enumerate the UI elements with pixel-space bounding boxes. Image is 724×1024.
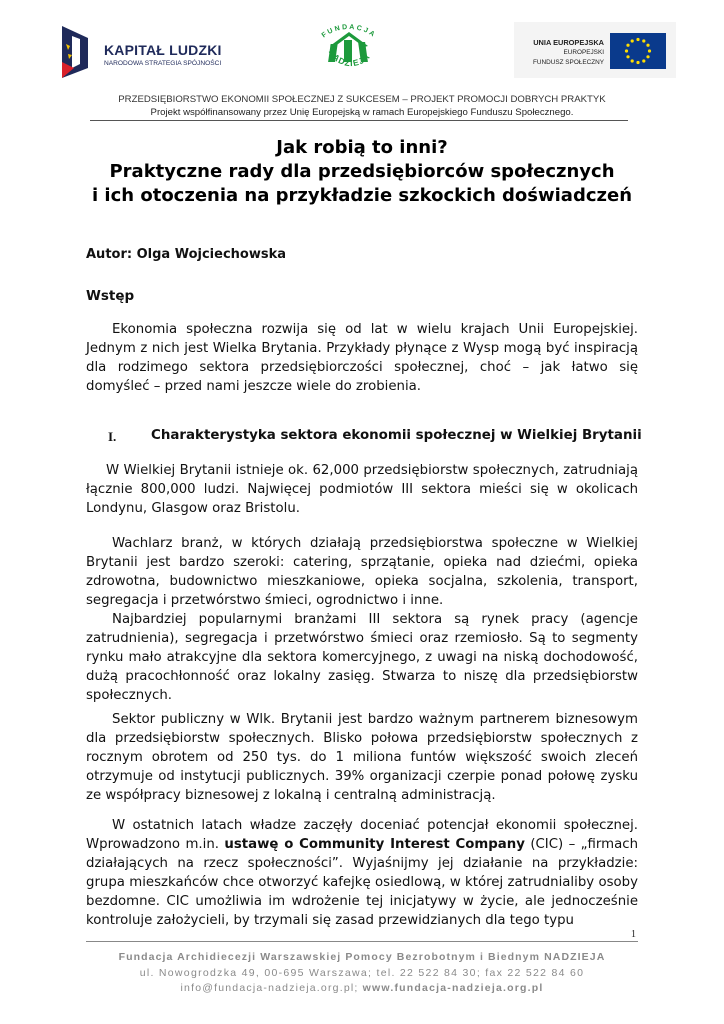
footer-contact [0,982,724,994]
ue-line-1: UNIA EUROPEJSKA [533,38,604,47]
section-paragraph-1: W Wielkiej Brytanii istnieje ok. 62,000 przedsiębiorstw społecznych, zatrudniają łącznie 800,000 ludzi. Najwięcej podmiotów III sektora mieści się w okolicach Londynu, Glasgow oraz Bristolu. [86,463,638,516]
page-number: 1 [631,929,636,940]
fundacja-nadzieja-logo [304,20,394,72]
ue-line-3: FUNDUSZ SPOŁECZNY [532,59,604,66]
nadzieja-arc-bottom: NADZIEJA [326,47,373,69]
title-line-1: Jak robią to inni? [276,137,448,158]
footer-divider [86,941,638,942]
author-line: Autor: Olga Wojciechowska [86,247,287,262]
footer-website[interactable]: www.fundacja-nadzieja.org.pl [362,982,544,994]
kapital-ludzki-emblem-icon [58,24,98,80]
kapital-ludzki-logo [58,24,248,80]
footer-organization: Fundacja Archidiecezji Warszawskiej Pomocy Bezrobotnym i Biednym NADZIEJA [118,951,606,963]
header-divider [90,120,628,121]
project-header-line-2: Projekt współfinansowany przez Unię Europejską w ramach Europejskiego Funduszu Społecznego. [150,107,574,118]
intro-heading: Wstęp [86,288,135,304]
eu-flag-icon [610,33,666,69]
section-paragraph-5 [86,816,638,930]
section-paragraph-2: Wachlarz branż, w których działają przedsiębiorstwa społeczne w Wielkiej Brytanii jest bardzo szeroki: catering, sprzątanie, opieka nad dziećmi, opieka zdrowotna, budownictwo mieszkaniowe, opieka socjalna, szkolenia, transport, segregacja i przetwórstwo śmieci, ogrodnictwo i inne. [86,536,638,608]
intro-paragraph: Ekonomia społeczna rozwija się od lat w wielu krajach Unii Europejskiej. Jednym z nich jest Wielka Brytania. Przykłady płynące z Wysp mogą być inspiracją dla rodzimego sektora przedsiębiorczości społecznej, choć – jak łatwo się domyśleć – przed nami jeszcze wiele do zrobienia. [86,322,638,394]
footer-address: ul. Nowogrodzka 49, 00-695 Warszawa; tel. 22 522 84 30; fax 22 522 84 60 [139,967,585,979]
unia-europejska-logo [514,22,676,78]
p5-text-b: (CIC) – „firmach działających na rzecz społeczności”. Wyjaśnijmy jej działanie na przykładzie: grupa mieszkańców chce otworzyć kafejkę osiedlową, w której zatrudnialiby osoby bezdomne. CIC umożliwia im wdrożenie tej inicjatywy w życie, ale jednocześnie kontroluje założycieli, by trzymali się zasad przewidzianych dla tego typu [86,837,638,928]
nadzieja-arc-top: FUNDACJA [320,23,378,40]
p5-text-a: W ostatnich latach władze zaczęły doceniać potencjał ekonomii społecznej. Wprowadzono m.in. [86,818,638,852]
section-number: I. [108,429,117,444]
ue-line-2: EUROPEJSKI [563,49,604,56]
document-title [0,136,724,208]
p5-bold-law: ustawę o Community Interest Company [224,837,525,852]
title-line-3: i ich otoczenia na przykładzie szkockich doświadczeń [91,185,633,206]
section-paragraph-3: Najbardziej popularnymi branżami III sektora są rynek pracy (agencje zatrudnienia), segregacja i przetwórstwo śmieci oraz rzemiosło. Są to segmenty rynku mało atrakcyjne dla sektora komercyjnego, z uwagi na niską dochodowość, dużą pracochłonność oraz lokalny zasięg. Stwarza to niszę dla przedsiębiorstw społecznych. [86,612,638,703]
kapital-ludzki-title: KAPITAŁ LUDZKI [104,42,222,58]
section-heading: Charakterystyka sektora ekonomii społecznej w Wielkiej Brytanii [151,428,642,443]
title-line-2: Praktyczne rady dla przedsiębiorców społecznych [109,161,615,182]
kapital-ludzki-subtitle: NARODOWA STRATEGIA SPÓJNOŚCI [104,60,222,67]
footer-email[interactable]: info@fundacja-nadzieja.org.pl [180,982,355,994]
section-paragraph-4: Sektor publiczny w Wlk. Brytanii jest bardzo ważnym partnerem biznesowym dla przedsiębiorstw społecznych. Blisko połowa przedsiębiorstw społecznych z rocznym obrotem od 250 tys. do 1 miliona funtów większość swoich zleceń otrzymuje od instytucji publicznych. 39% organizacji czerpie ponad połowę zysku ze współpracy biznesowej z lokalną i centralną administracją. [86,712,638,803]
footer-separator: ; [354,982,363,994]
project-header-line-1: PRZEDSIĘBIORSTWO EKONOMII SPOŁECZNEJ Z SUKCESEM – PROJEKT PROMOCJI DOBRYCH PRAKTYK [118,94,606,105]
